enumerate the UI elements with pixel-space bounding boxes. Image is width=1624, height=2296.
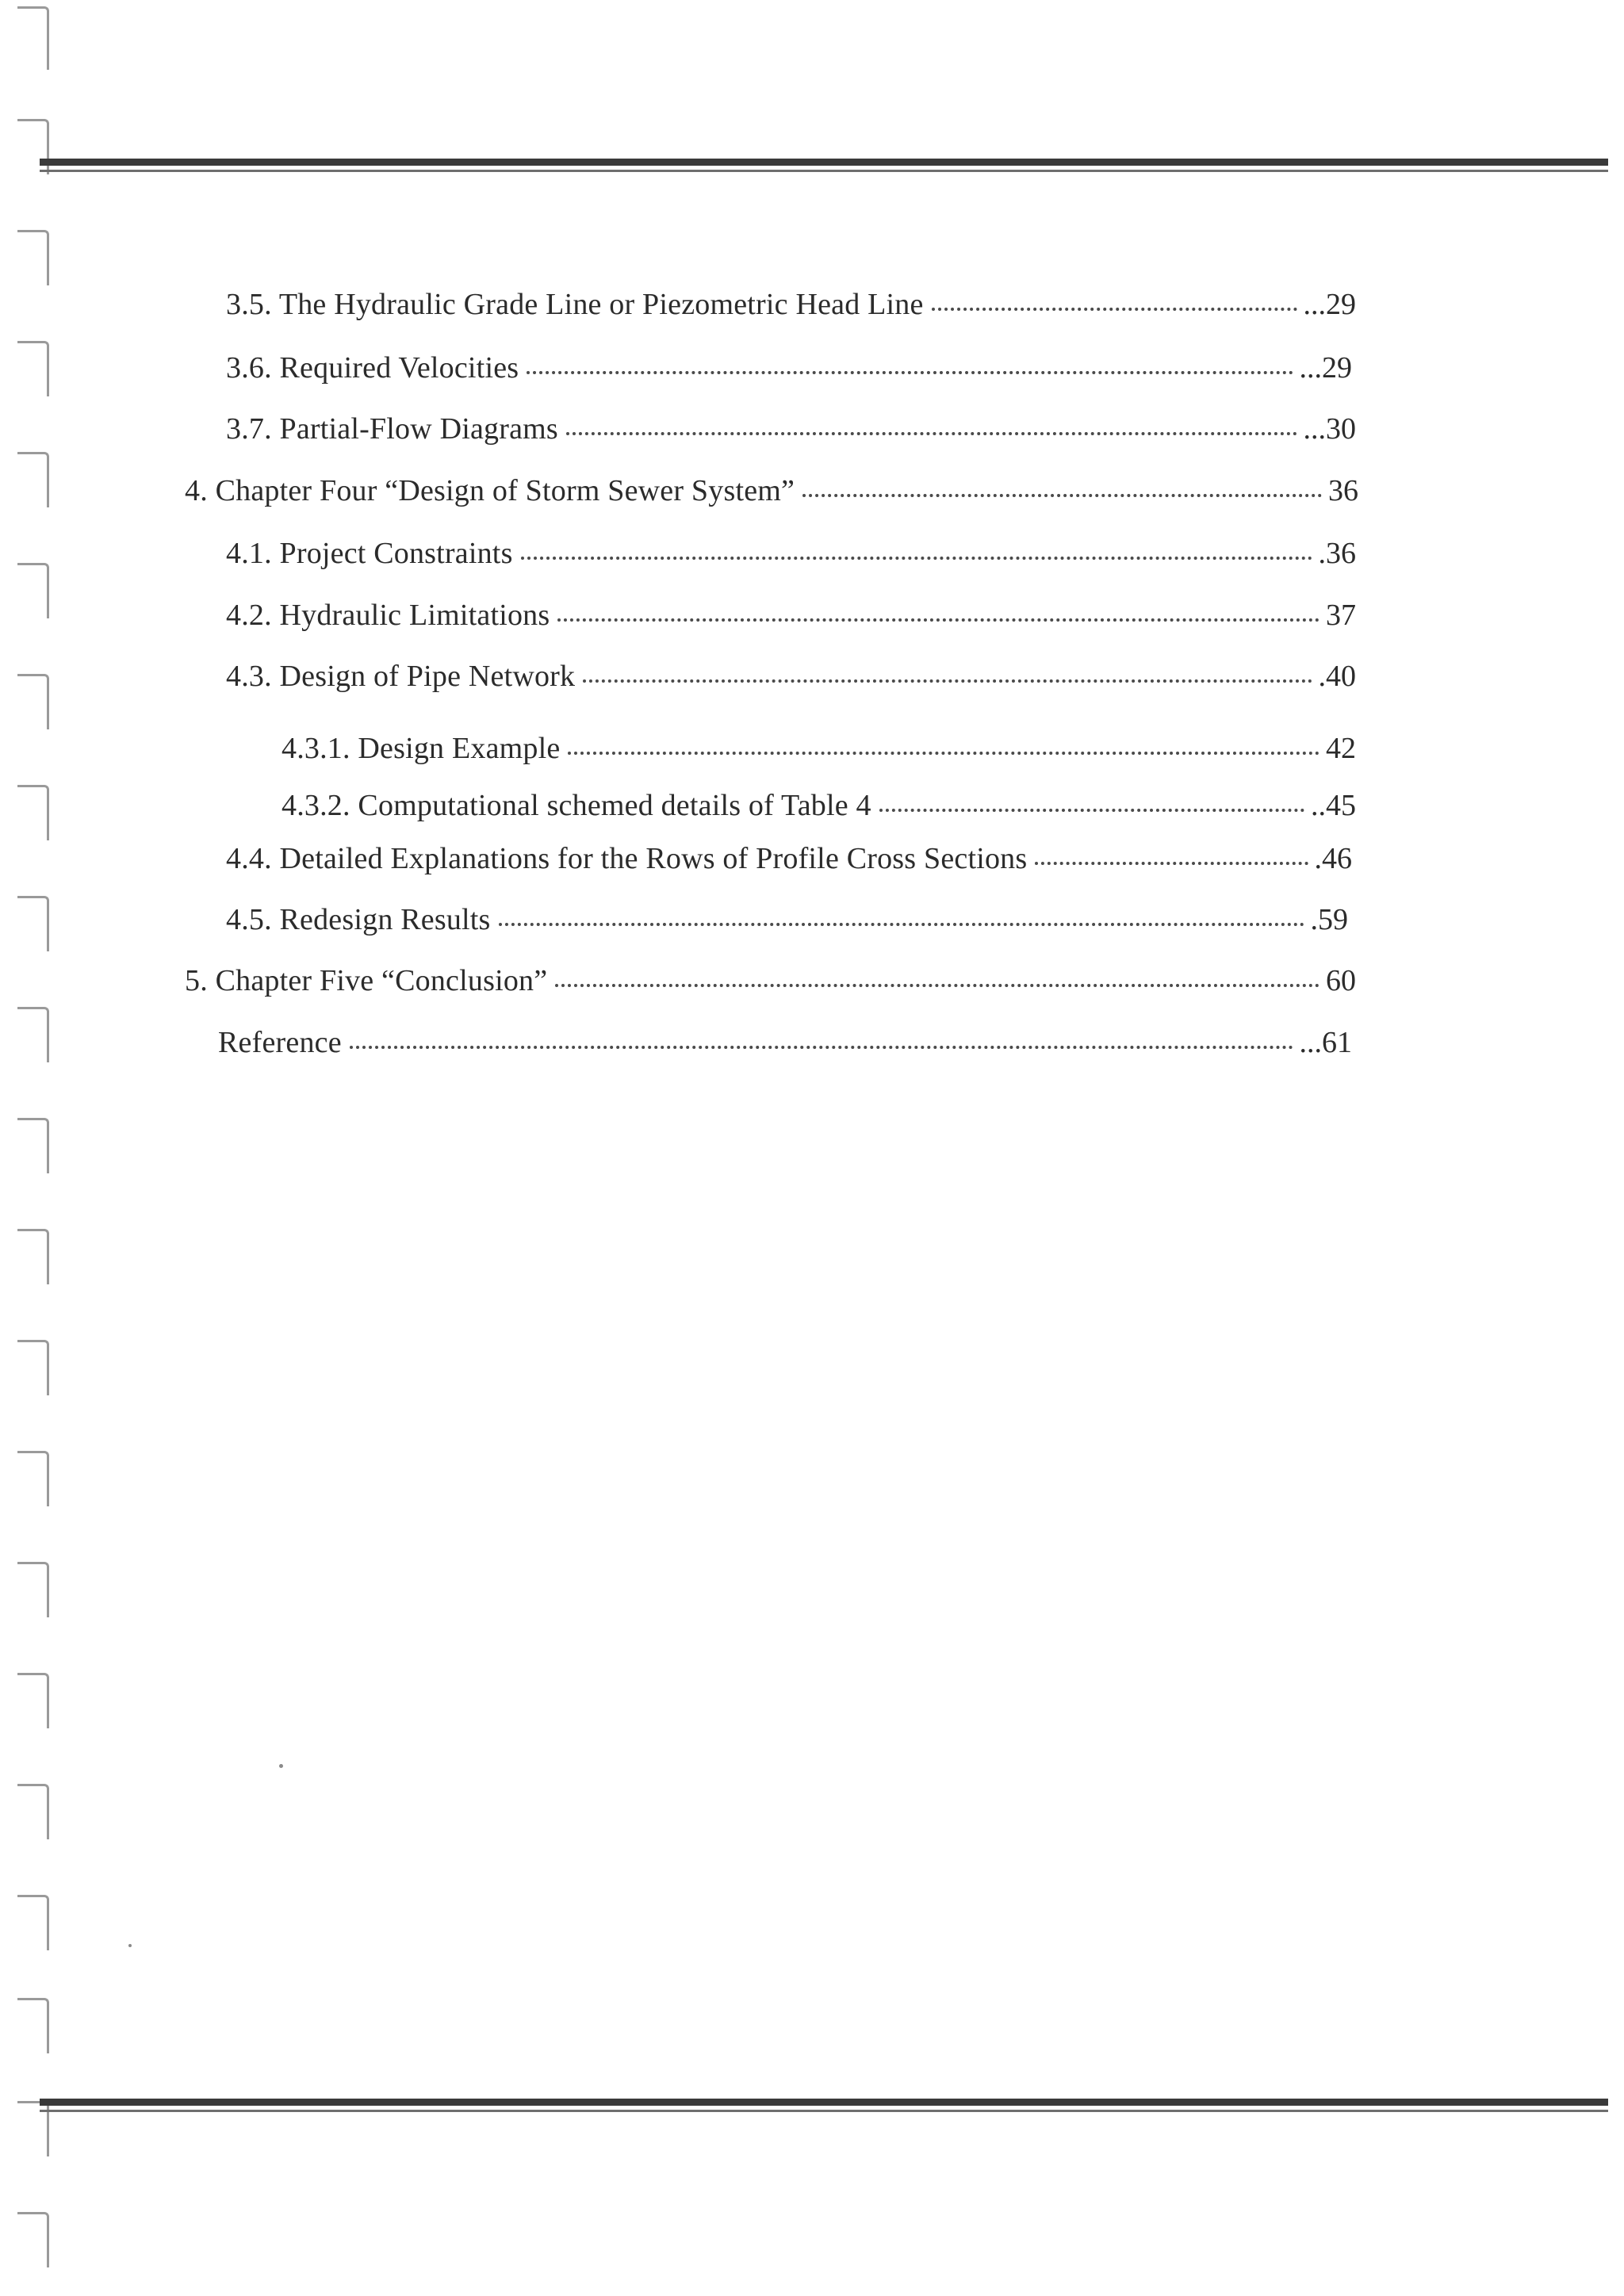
toc-dot-leader [583,662,1312,686]
toc-dot-leader [527,354,1293,377]
toc-entry[interactable] [226,840,1352,878]
toc-entry[interactable] [218,1024,1352,1062]
binding-mark [17,2212,49,2267]
binding-mark [17,1451,49,1506]
toc-entry-title: 3.6. Required Velocities [226,351,519,385]
toc-entry[interactable] [226,410,1356,448]
toc-entry-title: 4.4. Detailed Explanations for the Rows of Profile Cross Sections [226,842,1028,875]
toc-entry[interactable] [226,534,1356,572]
binding-punch-marks [0,0,63,2296]
binding-mark [17,1895,49,1950]
toc-entry-title: 4.3.1. Design Example [282,732,561,765]
toc-entry-title: 5. Chapter Five “Conclusion” [185,964,548,997]
toc-entry-title: 4.3.2. Computational schemed details of Table 4 [282,789,871,822]
binding-mark [17,674,49,729]
binding-mark [17,6,49,70]
toc-entry-title: 3.5. The Hydraulic Grade Line or Piezometric Head Line [226,288,924,321]
toc-entry[interactable] [226,285,1356,323]
toc-entry-title: 3.7. Partial-Flow Diagrams [226,412,558,446]
toc-entry-title: 4. Chapter Four “Design of Storm Sewer System” [185,474,795,507]
toc-entry[interactable] [185,962,1356,1000]
scan-speck [279,1764,283,1768]
binding-mark [17,1998,49,2053]
toc-entry-title: 4.5. Redesign Results [226,903,491,936]
footer-rule [40,2099,1608,2112]
toc-entry[interactable] [226,596,1356,634]
binding-mark [17,1673,49,1728]
binding-mark [17,896,49,951]
toc-dot-leader [555,966,1320,990]
binding-mark [17,341,49,396]
binding-mark [17,1007,49,1062]
toc-entry-title: Reference [218,1026,342,1059]
binding-mark [17,785,49,840]
binding-mark [17,1118,49,1173]
binding-mark [17,1229,49,1284]
toc-dot-leader [879,791,1304,815]
toc-entry-title: 4.1. Project Constraints [226,537,513,570]
toc-entry-page: ...61 [1299,1026,1352,1059]
toc-dot-leader [932,290,1297,314]
scan-speck [128,1944,132,1947]
toc-entry[interactable] [282,786,1356,825]
toc-dot-leader [350,1028,1293,1052]
toc-entry-page: .36 [1318,537,1356,570]
toc-entry-title: 4.2. Hydraulic Limitations [226,599,550,632]
binding-mark [17,1562,49,1617]
toc-entry-title: 4.3. Design of Pipe Network [226,660,576,693]
toc-entry-page: 60 [1326,964,1356,997]
binding-mark [17,1784,49,1839]
toc-entry-page: ...30 [1303,412,1356,446]
toc-entry[interactable] [226,657,1356,695]
toc-dot-leader [802,476,1322,500]
toc-entry-page: .59 [1310,903,1348,936]
toc-entry[interactable] [226,901,1348,939]
toc-entry-page: ..45 [1311,789,1356,822]
toc-entry-page: ...29 [1303,288,1356,321]
toc-entry-page: ...29 [1299,351,1352,385]
toc-dot-leader [1035,844,1308,868]
toc-entry[interactable] [226,349,1352,387]
header-rule [40,159,1608,172]
toc-entry-page: .46 [1314,842,1352,875]
toc-dot-leader [566,415,1297,438]
toc-dot-leader [521,539,1312,563]
toc-entry[interactable] [282,729,1356,767]
toc-entry-page: 36 [1328,474,1358,507]
toc-dot-leader [499,905,1304,929]
toc-dot-leader [557,601,1320,625]
toc-dot-leader [568,734,1320,758]
toc-entry[interactable] [185,472,1358,510]
binding-mark [17,1340,49,1395]
toc-entry-page: .40 [1318,660,1356,693]
toc-entry-page: 42 [1326,732,1356,765]
toc-entry-page: 37 [1326,599,1356,632]
binding-mark [17,452,49,507]
binding-mark [17,563,49,618]
binding-mark [17,230,49,285]
